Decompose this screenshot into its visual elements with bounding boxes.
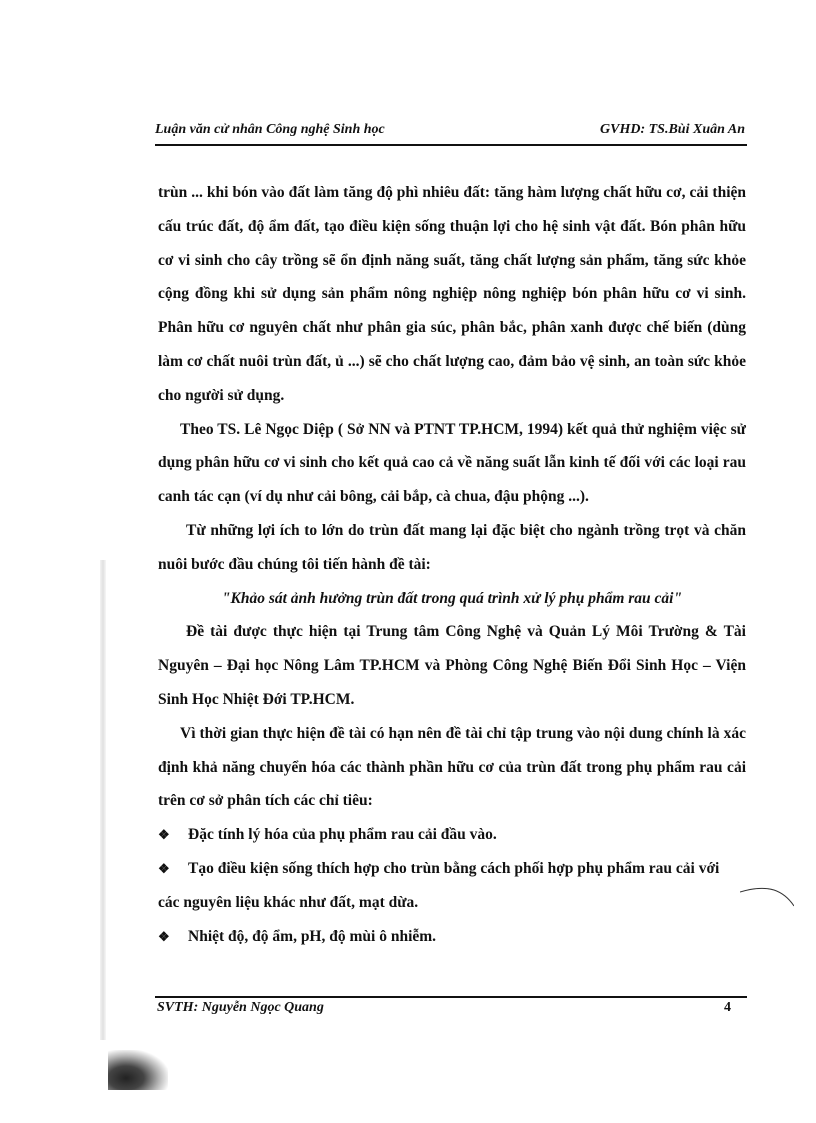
paragraph-4: Đề tài được thực hiện tại Trung tâm Công Nghệ và Quản Lý Môi Trường & Tài Nguyên – Đại học Nông Lâm TP.HCM và Phòng Công Nghệ Biến Đổi Sinh Học – Viện Sinh Học Nhiệt Đới TP.HCM. xyxy=(158,623,746,708)
page-body xyxy=(158,176,746,953)
footer-divider xyxy=(155,996,747,998)
header-divider xyxy=(155,144,747,146)
diamond-bullet-icon: ❖ xyxy=(158,928,170,944)
bullet-text-1: Đặc tính lý hóa của phụ phẩm rau cải đầu vào. xyxy=(188,826,497,844)
header-thesis-label: Luận văn cử nhân Công nghệ Sinh học xyxy=(155,122,385,137)
paragraph-2: Theo TS. Lê Ngọc Diệp ( Sở NN và PTNT TP.HCM, 1994) kết quả thử nghiệm việc sử dụng phân hữu cơ vi sinh cho kết quả cao cả về năng suất lẫn kinh tế đối với các loại rau canh tác cạn (ví dụ như cải bông, cải bắp, cà chua, đậu phộng ...). xyxy=(158,420,746,506)
diamond-bullet-icon: ❖ xyxy=(158,860,170,876)
paragraph-1: trùn ... khi bón vào đất làm tăng độ phì nhiêu đất: tăng hàm lượng chất hữu cơ, cải thiện cấu trúc đất, độ ẩm đất, tạo điều kiện sống thuận lợi cho hệ sinh vật đất. Bón phân hữu cơ vi sinh cho cây trồng sẽ ổn định năng suất, tăng chất lượng sản phẩm, tăng sức khỏe cộng đồng khi sử dụng sản phẩm nông nghiệp nông nghiệp bón phân hữu cơ vi sinh. Phân hữu cơ nguyên chất như phân gia súc, phân bắc, phân xanh được chế biến (dùng làm cơ chất nuôi trùn đất, ủ ...) sẽ cho chất lượng cao, đảm bảo vệ sinh, an toàn sức khỏe cho người sử dụng. xyxy=(158,184,746,404)
footer-author: SVTH: Nguyễn Ngọc Quang xyxy=(157,1000,324,1015)
bullet-text-3: Nhiệt độ, độ ẩm, pH, độ mùi ô nhiễm. xyxy=(188,927,437,945)
page-number: 4 xyxy=(724,1000,731,1015)
bullet-item-3 xyxy=(158,920,746,954)
paragraph-3: Từ những lợi ích to lớn do trùn đất mang lại đặc biệt cho ngành trồng trọt và chăn nuôi bước đầu chúng tôi tiến hành đề tài: xyxy=(158,521,746,573)
bullet-text-2: Tạo điều kiện sống thích hợp cho trùn bằng cách phối hợp phụ phẩm rau cải với xyxy=(188,859,720,877)
paragraph-5: Vì thời gian thực hiện đề tài có hạn nên đề tài chỉ tập trung vào nội dung chính là xác định khả năng chuyển hóa các thành phần hữu cơ của trùn đất trong phụ phẩm rau cải trên cơ sở phân tích các chỉ tiêu: xyxy=(158,724,746,810)
header-supervisor: GVHD: TS.Bùi Xuân An xyxy=(600,122,745,137)
scan-edge-shadow xyxy=(100,560,106,1040)
page-header xyxy=(155,122,745,142)
pen-mark xyxy=(740,886,794,908)
page-footer xyxy=(157,1000,731,1016)
bullet-item-2 xyxy=(158,852,746,886)
bullet-item-1 xyxy=(158,818,746,852)
diamond-bullet-icon: ❖ xyxy=(158,827,170,843)
bullet-text-2-continuation: các nguyên liệu khác như đất, mạt dừa. xyxy=(158,893,419,911)
thesis-title: "Khảo sát ảnh hưởng trùn đất trong quá trình xử lý phụ phẩm rau cải" xyxy=(221,589,683,607)
scan-artifact xyxy=(108,1050,168,1090)
